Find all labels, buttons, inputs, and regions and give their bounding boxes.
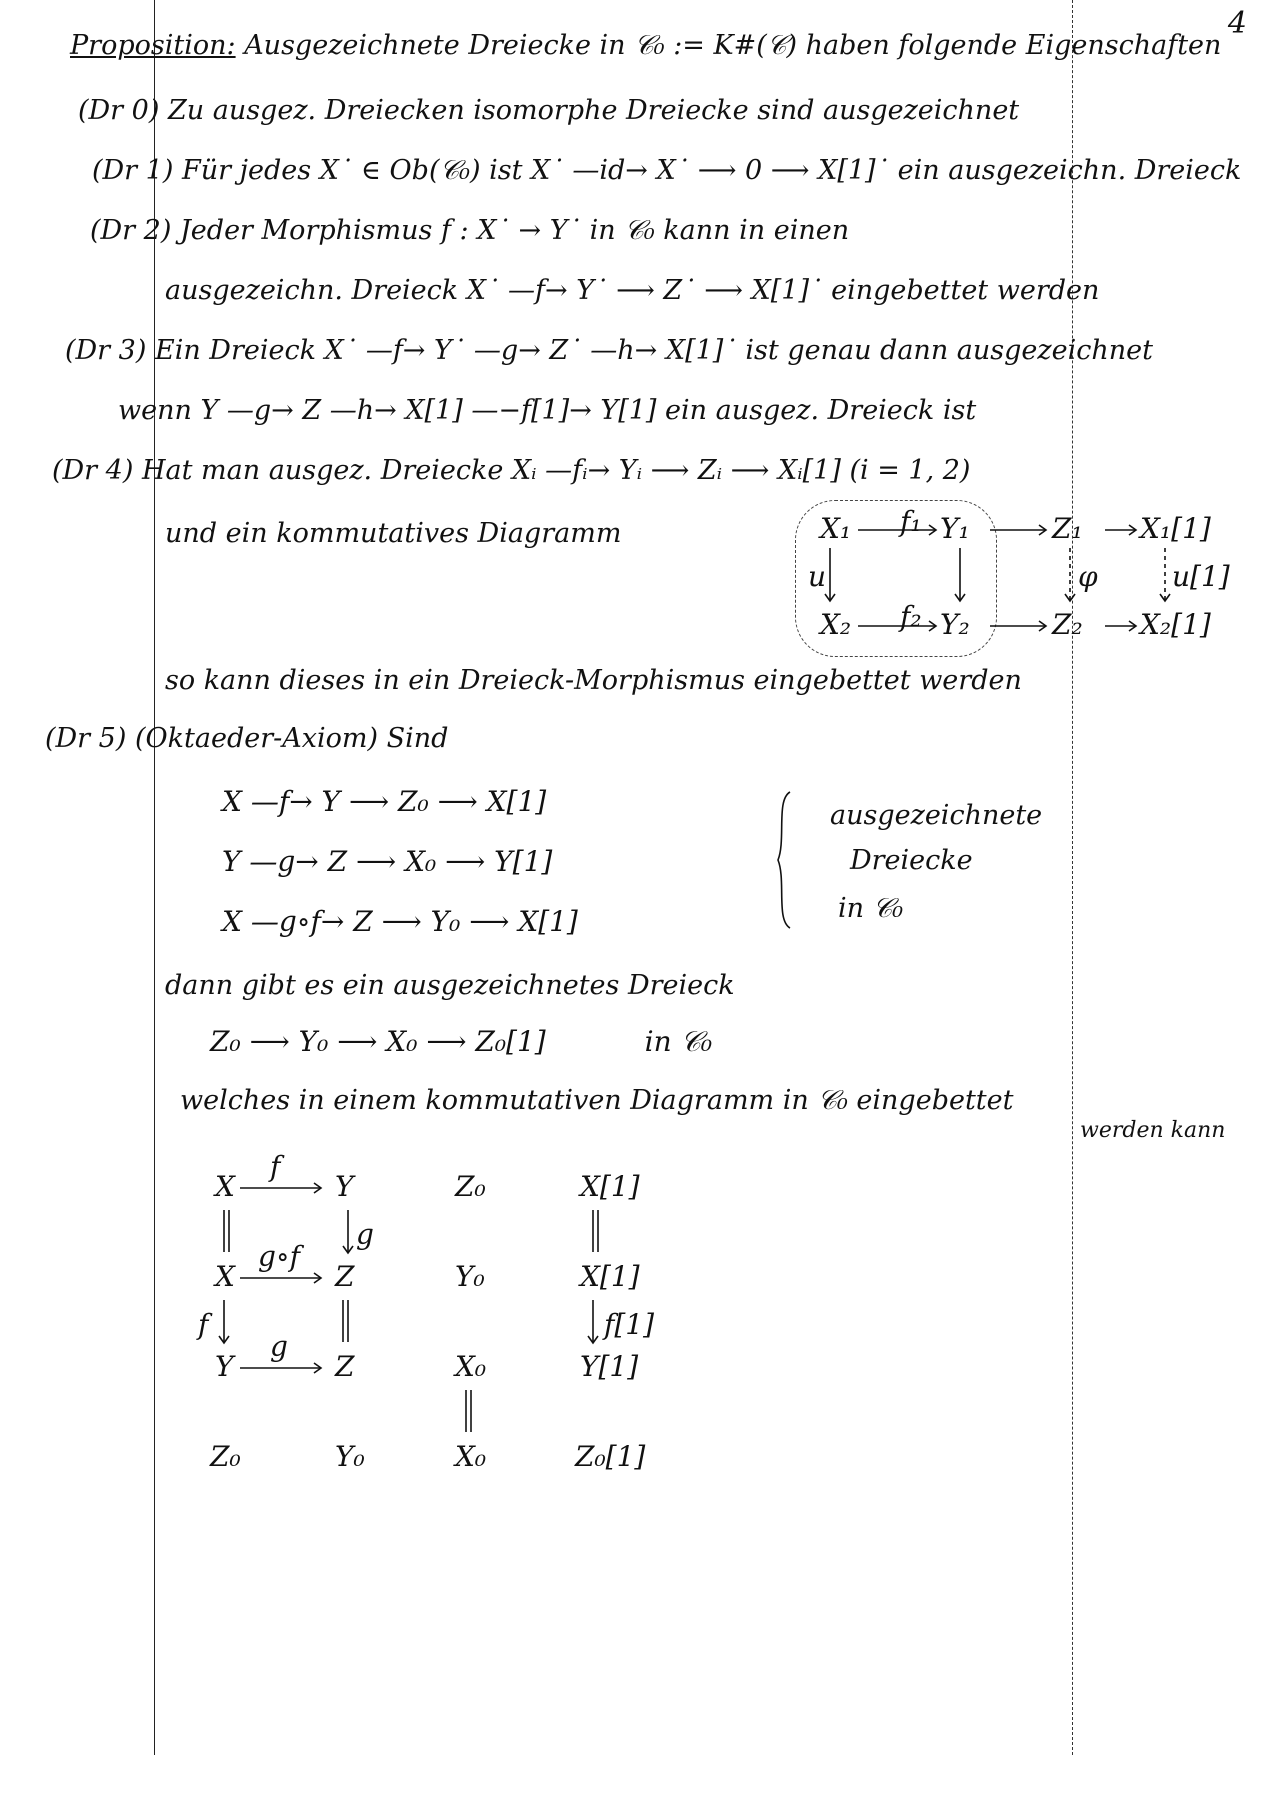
dr4-x2: X₂ xyxy=(820,608,852,641)
od-label-gf: g∘f xyxy=(258,1240,301,1273)
dr4-f2-label: f₂ xyxy=(900,600,922,633)
dr4-x2-shift: X₂[1] xyxy=(1140,608,1211,641)
brace-text-1: ausgezeichnete xyxy=(830,800,1043,831)
dr4-z1: Z₁ xyxy=(1052,512,1083,545)
page-number: 4 xyxy=(1227,6,1247,41)
dr4-y1: Y₁ xyxy=(940,512,970,545)
od-r0-c0: X xyxy=(215,1170,235,1203)
dr4-u-label: u xyxy=(808,560,827,593)
new-triangle-suffix: in 𝒞₀ xyxy=(644,1025,713,1058)
od-r1-c1: Z xyxy=(335,1260,355,1293)
dr5-triangle-2: Y —g→ Z ⟶ X₀ ⟶ Y[1] xyxy=(222,845,553,878)
item-dr4-line3: so kann dieses in ein Dreieck-Morphismus eingebettet werden xyxy=(165,665,1022,696)
new-triangle-formula: Z₀ ⟶ Y₀ ⟶ X₀ ⟶ Z₀[1] xyxy=(210,1025,546,1058)
od-r3-c1: Y₀ xyxy=(335,1440,365,1473)
proposition-title: Proposition: xyxy=(70,30,236,61)
item-dr5-line2: dann gibt es ein ausgezeichnetes Dreieck xyxy=(165,970,735,1001)
dr5-new-triangle xyxy=(210,1025,712,1059)
od-r3-c2: X₀ xyxy=(455,1440,487,1473)
od-label-f1-down: f[1] xyxy=(604,1308,655,1341)
item-dr3 xyxy=(65,335,1153,366)
left-margin-line xyxy=(154,0,155,1755)
item-dr5-line3: welches in einem kommutativen Diagramm in 𝒞₀ eingebettet xyxy=(180,1085,1014,1116)
item-text: Jeder Morphismus f : X˙ → Y˙ in 𝒞₀ kann in einen xyxy=(179,215,850,246)
item-label: (Dr 0) xyxy=(78,95,160,126)
od-label-f: f xyxy=(270,1150,281,1183)
dr5-triangle-1: X —f→ Y ⟶ Z₀ ⟶ X[1] xyxy=(222,785,547,818)
brace-text-3: in 𝒞₀ xyxy=(838,893,904,924)
od-r1-c3: X[1] xyxy=(580,1260,640,1293)
item-text: Für jedes X˙ ∈ Ob(𝒞₀) ist X˙ —id→ X˙ ⟶ 0 ⟶ X[1]˙ ein ausgezeichn. Dreieck xyxy=(181,155,1242,186)
od-label-f-down: f xyxy=(198,1308,209,1341)
od-r1-c0: X xyxy=(215,1260,235,1293)
od-label-g: g xyxy=(270,1330,288,1363)
od-label-g-down: g xyxy=(356,1218,374,1251)
dr4-phi-label: φ xyxy=(1078,560,1098,593)
item-dr3-line2: wenn Y —g→ Z —h→ X[1] —−f[1]→ Y[1] ein ausgez. Dreieck ist xyxy=(118,395,977,426)
od-r2-c0: Y xyxy=(215,1350,234,1383)
item-text: Ein Dreieck X˙ —f→ Y˙ —g→ Z˙ —h→ X[1]˙ ist genau dann ausgezeichnet xyxy=(154,335,1153,366)
od-r3-c3: Z₀[1] xyxy=(575,1440,646,1473)
od-r1-c2: Y₀ xyxy=(455,1260,485,1293)
item-text: Zu ausgez. Dreiecken isomorphe Dreiecke sind ausgezeichnet xyxy=(167,95,1020,126)
proposition-header xyxy=(70,30,1221,62)
item-label: (Dr 1) xyxy=(92,155,174,186)
od-r2-c2: X₀ xyxy=(455,1350,487,1383)
od-r0-c1: Y xyxy=(335,1170,354,1203)
item-dr1 xyxy=(92,155,1241,187)
od-r0-c3: X[1] xyxy=(580,1170,640,1203)
item-dr5-line4: werden kann xyxy=(1080,1118,1226,1143)
brace-text-2: Dreiecke xyxy=(850,845,973,876)
dr4-x1: X₁ xyxy=(820,512,852,545)
dr5-triangle-3: X —g∘f→ Z ⟶ Y₀ ⟶ X[1] xyxy=(222,905,578,938)
item-dr2 xyxy=(90,215,849,247)
od-r0-c2: Z₀ xyxy=(455,1170,486,1203)
item-label: (Dr 4) xyxy=(52,455,134,486)
dr4-z2: Z₂ xyxy=(1052,608,1083,641)
dr4-x1-shift: X₁[1] xyxy=(1140,512,1211,545)
item-label: (Dr 2) xyxy=(90,215,172,246)
dr4-f1-label: f₁ xyxy=(900,505,922,538)
right-margin-line xyxy=(1072,0,1073,1755)
dr4-u1-label: u[1] xyxy=(1172,560,1230,593)
item-dr4 xyxy=(52,455,970,486)
item-dr0 xyxy=(78,95,1019,126)
od-r2-c3: Y[1] xyxy=(580,1350,639,1383)
dr4-y2: Y₂ xyxy=(940,608,970,641)
item-dr4-line2: und ein kommutatives Diagramm xyxy=(165,518,622,549)
item-text: (Oktaeder-Axiom) Sind xyxy=(134,723,449,754)
od-r2-c1: Z xyxy=(335,1350,355,1383)
brace xyxy=(770,790,800,930)
item-text: Hat man ausgez. Dreiecke Xᵢ —fᵢ→ Yᵢ ⟶ Zᵢ ⟶ Xᵢ[1] (i = 1, 2) xyxy=(141,455,971,486)
proposition-intro: Ausgezeichnete Dreiecke in 𝒞₀ := K#(𝒞) haben folgende Eigenschaften xyxy=(244,30,1222,61)
item-label: (Dr 5) xyxy=(45,723,127,754)
item-dr5 xyxy=(45,723,448,754)
item-label: (Dr 3) xyxy=(65,335,147,366)
od-r3-c0: Z₀ xyxy=(210,1440,241,1473)
item-dr2-line2: ausgezeichn. Dreieck X˙ —f→ Y˙ ⟶ Z˙ ⟶ X[1]˙ eingebettet werden xyxy=(165,275,1100,306)
